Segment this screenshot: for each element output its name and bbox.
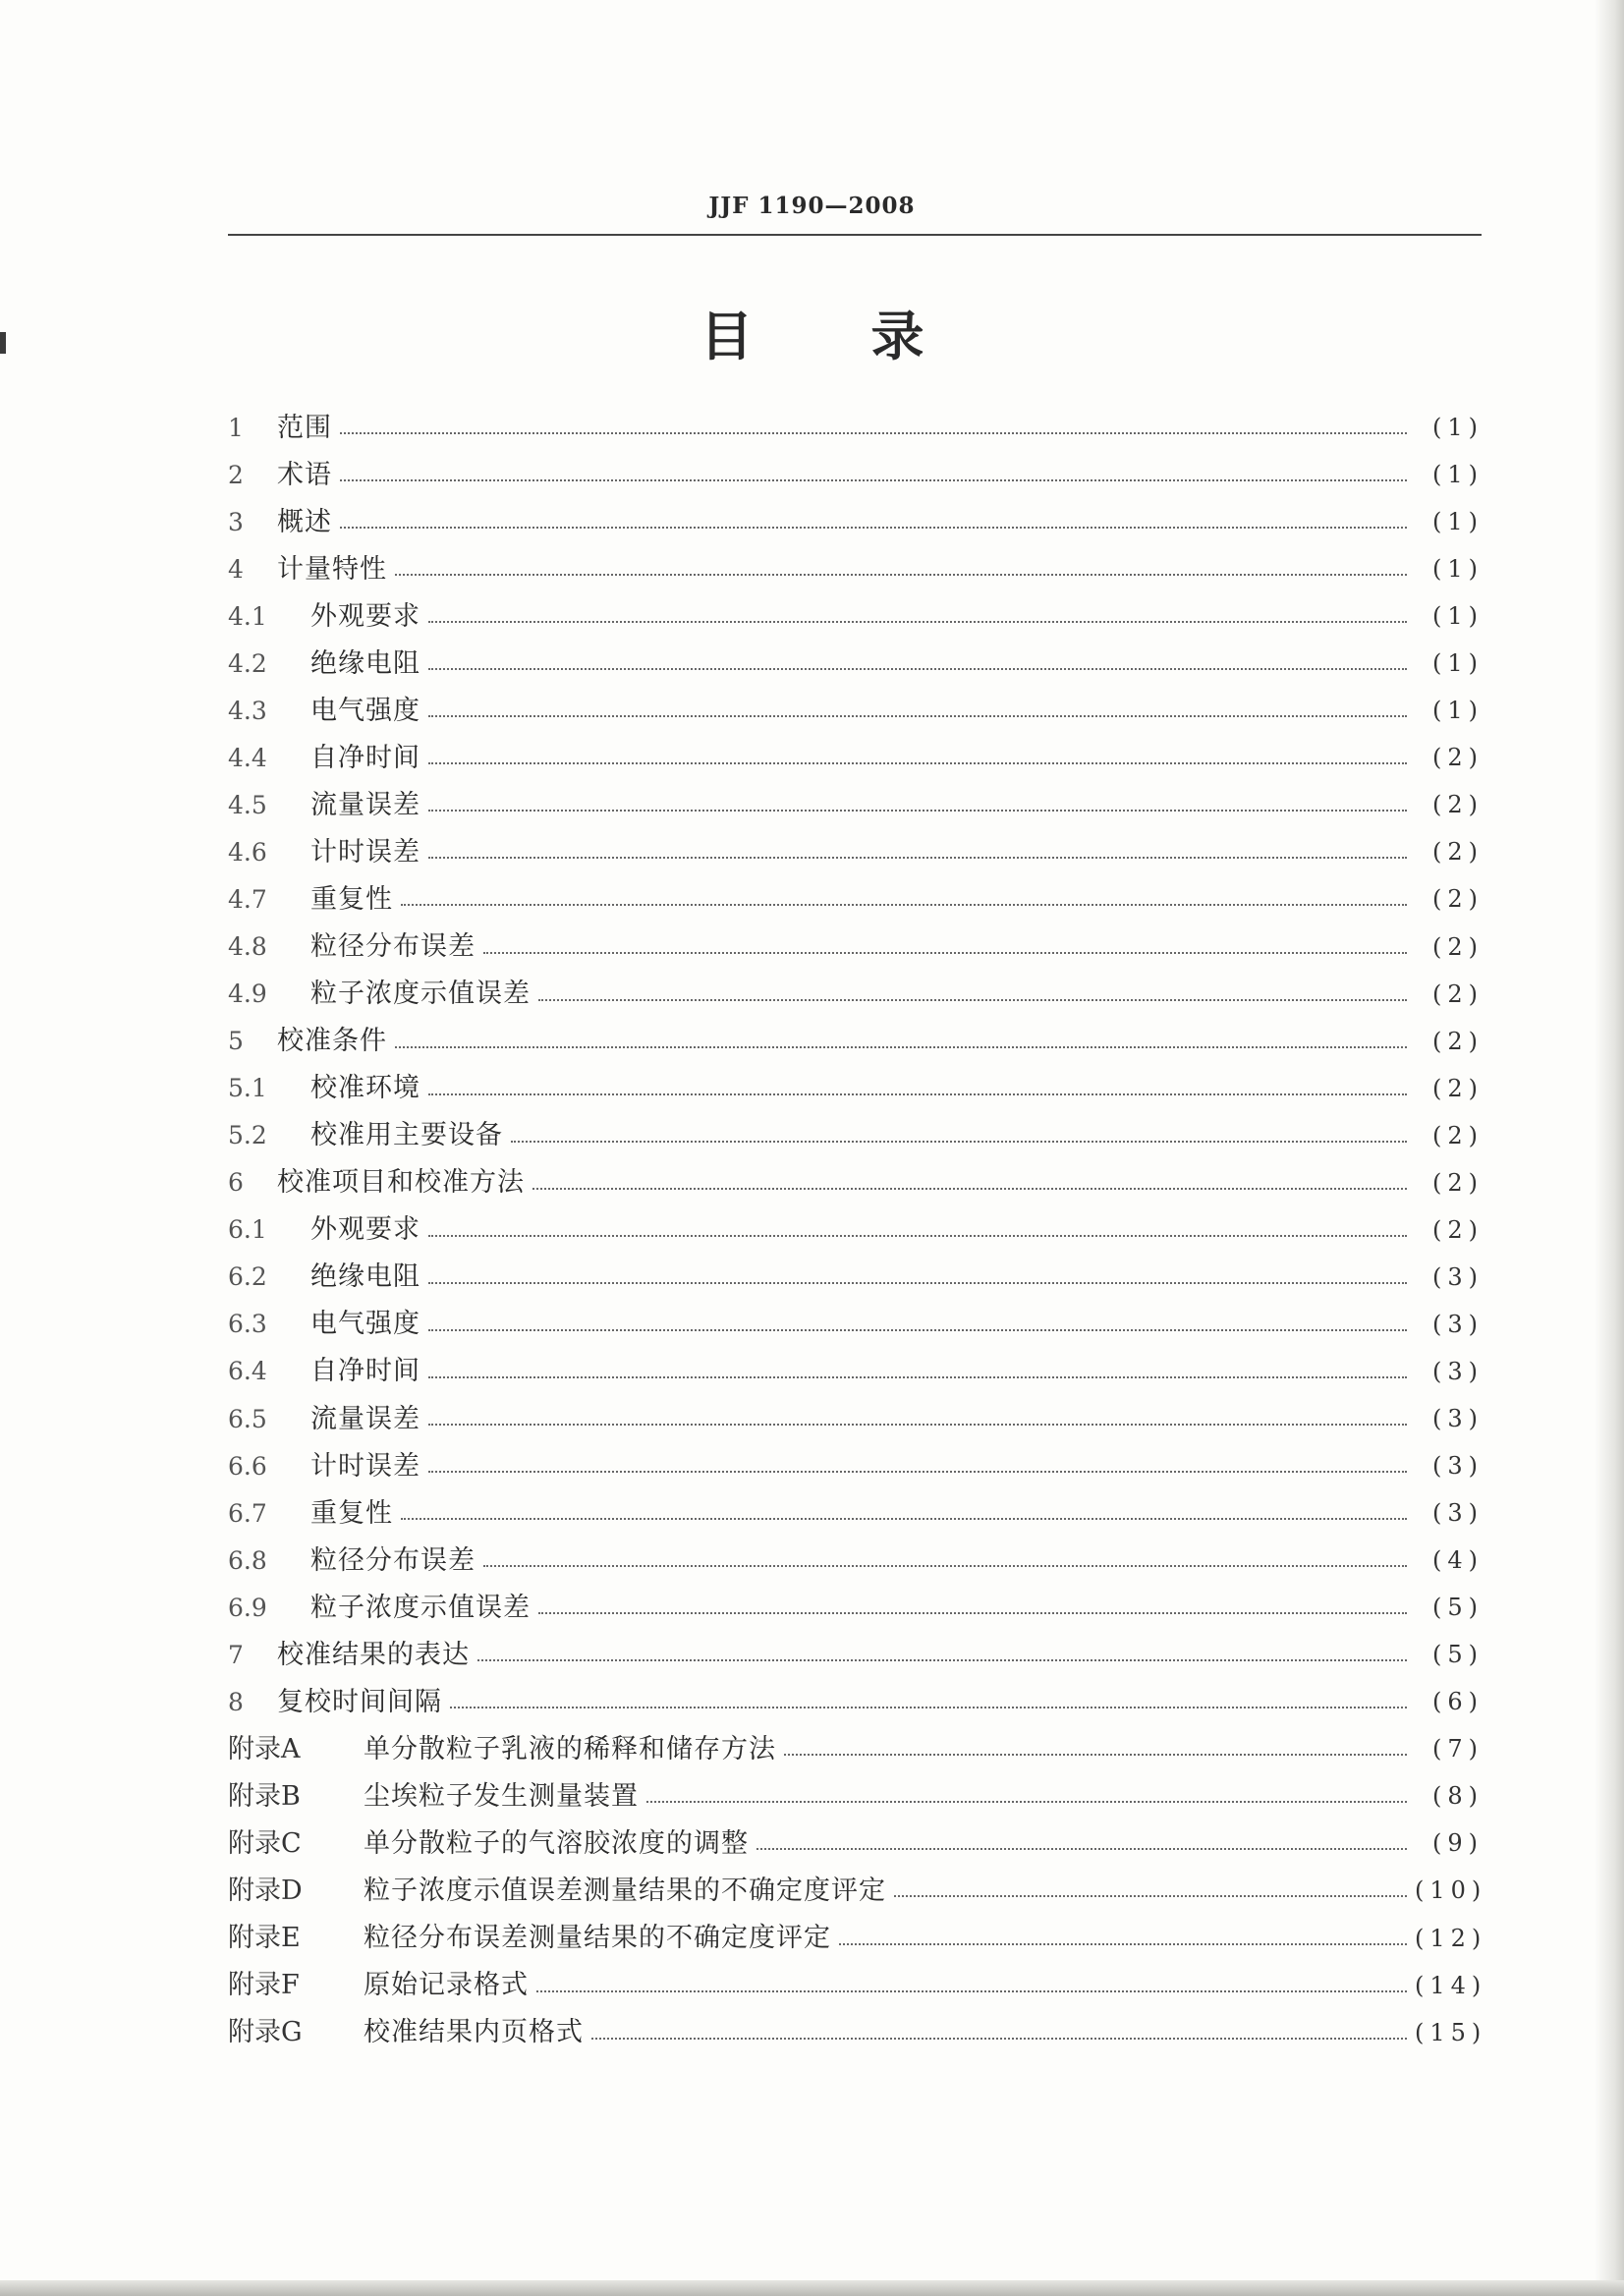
- toc-entry-page: (3): [1432, 1452, 1484, 1481]
- toc-entry[interactable]: [228, 1206, 1484, 1254]
- toc-entry-number: 4.1: [228, 601, 267, 631]
- toc-entry-page: (1): [1432, 649, 1484, 678]
- toc-entry-number: 附录G: [228, 2017, 303, 2048]
- toc-entry-page: (2): [1432, 1074, 1484, 1102]
- toc-entry-page: (15): [1415, 2018, 1487, 2046]
- toc-entry-page: (1): [1432, 508, 1484, 536]
- toc-entry-number: 6.6: [228, 1451, 267, 1481]
- toc-entry-number: 附录D: [228, 1875, 303, 1906]
- scan-edge-bottom: [0, 2280, 1624, 2296]
- toc-entry-page: (1): [1432, 602, 1484, 631]
- toc-entry-title: 尘埃粒子发生测量装置: [364, 1780, 639, 1812]
- toc-entry-number: 6.3: [228, 1310, 267, 1339]
- toc-entry-title: 范围: [277, 412, 332, 443]
- toc-dot-leader: [477, 1659, 1407, 1661]
- toc-entry-title: 流量误差: [310, 1403, 420, 1434]
- toc-entry-title: 计时误差: [310, 1450, 420, 1482]
- toc-entry-number: 4.3: [228, 696, 267, 725]
- toc-entry-title: 绝缘电阻: [310, 1261, 420, 1293]
- toc-entry-title: 校准环境: [310, 1073, 420, 1104]
- toc-dot-leader: [401, 904, 1407, 906]
- toc-entry-number: 6.4: [228, 1357, 267, 1386]
- toc-entry-title: 校准项目和校准方法: [277, 1167, 525, 1199]
- toc-dot-leader: [894, 1895, 1407, 1897]
- toc-dot-leader: [428, 1471, 1407, 1473]
- toc-entry[interactable]: [228, 781, 1484, 828]
- toc-entry[interactable]: [228, 1725, 1484, 1772]
- toc-dot-leader: [428, 668, 1407, 670]
- toc-entry[interactable]: [228, 1348, 1484, 1395]
- toc-entry-page: (7): [1432, 1735, 1484, 1764]
- toc-entry-title: 计时误差: [310, 836, 420, 868]
- toc-entry[interactable]: [228, 592, 1484, 640]
- toc-entry-number: 6.7: [228, 1498, 267, 1528]
- toc-entry-title: 重复性: [310, 1497, 393, 1529]
- toc-entry-title: 电气强度: [310, 695, 420, 726]
- toc-entry-page: (6): [1432, 1688, 1484, 1716]
- toc-entry-page: (2): [1432, 1215, 1484, 1244]
- toc-entry[interactable]: [228, 1254, 1484, 1301]
- toc-entry[interactable]: [228, 687, 1484, 734]
- toc-entry[interactable]: [228, 498, 1484, 545]
- toc-dot-leader: [428, 762, 1407, 764]
- toc-entry-title: 外观要求: [310, 1214, 420, 1246]
- toc-entry[interactable]: [228, 1112, 1484, 1159]
- toc-dot-leader: [428, 1424, 1407, 1426]
- toc-dot-leader: [532, 1188, 1407, 1190]
- toc-dot-leader: [428, 1329, 1407, 1331]
- toc-entry-number: 6.8: [228, 1545, 267, 1575]
- toc-entry-title: 粒径分布误差测量结果的不确定度评定: [364, 1923, 831, 1954]
- toc-entry-title: 粒子浓度示值误差: [310, 1592, 531, 1623]
- toc-entry[interactable]: [228, 1678, 1484, 1725]
- toc-entry-title: 重复性: [310, 883, 393, 915]
- toc-entry[interactable]: [228, 1867, 1487, 1914]
- toc-dot-leader: [428, 1376, 1407, 1378]
- toc-entry[interactable]: [228, 1915, 1487, 1962]
- toc-dot-leader: [428, 1093, 1407, 1095]
- toc-entry-number: 6: [228, 1168, 244, 1198]
- toc-entry-number: 附录E: [228, 1923, 301, 1954]
- toc-entry-title: 自净时间: [310, 1356, 420, 1387]
- toc-entry-number: 4.7: [228, 884, 267, 914]
- toc-entry[interactable]: [228, 1065, 1484, 1112]
- toc-entry-page: (5): [1432, 1641, 1484, 1669]
- toc-dot-leader: [483, 1565, 1407, 1567]
- toc-entry-page: (3): [1432, 1499, 1484, 1528]
- toc-dot-leader: [591, 2038, 1407, 2040]
- toc-entry-page: (2): [1432, 980, 1484, 1008]
- toc-dot-leader: [340, 479, 1407, 481]
- toc-entry[interactable]: [228, 734, 1484, 781]
- toc-entry-title: 概述: [277, 506, 332, 537]
- toc-entry[interactable]: [228, 924, 1484, 971]
- toc-entry-title: 粒径分布误差: [310, 931, 476, 963]
- toc-entry-number: 6.1: [228, 1215, 267, 1245]
- toc-dot-leader: [646, 1801, 1407, 1803]
- toc-entry-number: 4.8: [228, 932, 267, 962]
- table-of-contents: [228, 404, 1487, 2056]
- toc-entry-number: 4.6: [228, 837, 267, 867]
- toc-entry-title: 电气强度: [310, 1309, 420, 1340]
- toc-dot-leader: [340, 527, 1407, 529]
- toc-entry-number: 附录C: [228, 1827, 302, 1859]
- toc-entry[interactable]: [228, 1159, 1484, 1206]
- toc-entry[interactable]: [228, 1772, 1484, 1820]
- toc-entry-number: 4.9: [228, 980, 267, 1009]
- toc-entry[interactable]: [228, 1631, 1484, 1678]
- toc-dot-leader: [428, 857, 1407, 859]
- toc-dot-leader: [450, 1707, 1407, 1708]
- toc-entry-page: (2): [1432, 838, 1484, 867]
- toc-entry[interactable]: [228, 971, 1484, 1018]
- toc-entry-page: (1): [1432, 461, 1484, 489]
- toc-entry-title: 复校时间间隔: [277, 1686, 442, 1717]
- header-rule: [228, 234, 1482, 236]
- toc-entry-number: 6.9: [228, 1593, 267, 1622]
- toc-entry[interactable]: [228, 2009, 1487, 2056]
- toc-entry[interactable]: [228, 404, 1484, 451]
- toc-entry[interactable]: [228, 545, 1484, 592]
- toc-entry-page: (14): [1415, 1971, 1487, 1999]
- toc-entry-number: 6.5: [228, 1404, 267, 1433]
- toc-entry-number: 8: [228, 1687, 244, 1716]
- toc-entry-title: 术语: [277, 459, 332, 490]
- toc-entry[interactable]: [228, 1962, 1487, 2009]
- toc-entry-page: (10): [1415, 1876, 1487, 1905]
- toc-entry[interactable]: [228, 1301, 1484, 1348]
- toc-entry[interactable]: [228, 640, 1484, 687]
- toc-entry-page: (1): [1432, 555, 1484, 584]
- toc-entry-page: (3): [1432, 1262, 1484, 1291]
- toc-entry-page: (1): [1432, 414, 1484, 442]
- toc-entry-number: 附录B: [228, 1780, 301, 1812]
- toc-entry-page: (5): [1432, 1594, 1484, 1622]
- toc-entry-title: 粒子浓度示值误差: [310, 979, 531, 1010]
- toc-dot-leader: [538, 1612, 1407, 1614]
- toc-entry-number: 3: [228, 507, 244, 536]
- toc-entry[interactable]: [228, 1584, 1484, 1631]
- toc-dot-leader: [340, 432, 1407, 434]
- toc-entry-title: 计量特性: [277, 553, 387, 585]
- toc-entry-number: 4.4: [228, 743, 267, 772]
- toc-dot-leader: [483, 952, 1407, 954]
- toc-entry-page: (9): [1432, 1829, 1484, 1858]
- toc-entry-number: 4.5: [228, 790, 267, 819]
- toc-entry[interactable]: [228, 451, 1484, 498]
- toc-entry-number: 7: [228, 1640, 244, 1669]
- toc-entry[interactable]: [228, 828, 1484, 875]
- toc-entry-number: 6.2: [228, 1262, 267, 1292]
- toc-entry-number: 1: [228, 413, 244, 442]
- toc-entry-number: 4.2: [228, 648, 267, 678]
- toc-entry-page: (3): [1432, 1357, 1484, 1385]
- toc-entry-page: (2): [1432, 885, 1484, 914]
- toc-entry-title: 原始记录格式: [364, 1970, 529, 2001]
- toc-entry-page: (4): [1432, 1546, 1484, 1575]
- toc-entry-page: (2): [1432, 1168, 1484, 1197]
- toc-dot-leader: [395, 574, 1407, 576]
- toc-entry-title: 单分散粒子乳液的稀释和储存方法: [364, 1733, 776, 1764]
- toc-entry-page: (1): [1432, 697, 1484, 725]
- toc-entry-page: (2): [1432, 744, 1484, 772]
- toc-entry-title: 校准条件: [277, 1026, 387, 1057]
- toc-entry-page: (2): [1432, 1027, 1484, 1055]
- toc-dot-leader: [428, 1282, 1407, 1284]
- toc-entry[interactable]: [228, 875, 1484, 923]
- toc-entry-title: 校准用主要设备: [310, 1120, 503, 1151]
- toc-entry[interactable]: [228, 1820, 1484, 1867]
- toc-dot-leader: [401, 1518, 1407, 1520]
- toc-entry-page: (3): [1432, 1405, 1484, 1432]
- toc-entry-page: (8): [1432, 1782, 1484, 1811]
- toc-entry[interactable]: [228, 1018, 1484, 1065]
- toc-entry-title: 单分散粒子的气溶胶浓度的调整: [364, 1827, 749, 1859]
- toc-dot-leader: [511, 1141, 1407, 1143]
- toc-entry-title: 绝缘电阻: [310, 647, 420, 679]
- toc-dot-leader: [756, 1848, 1407, 1850]
- document-code: JJF 1190—2008: [708, 193, 916, 219]
- page-title: 目录: [700, 306, 1042, 367]
- toc-entry-title: 外观要求: [310, 600, 420, 632]
- toc-dot-leader: [538, 999, 1407, 1001]
- toc-entry-page: (2): [1432, 791, 1484, 819]
- toc-entry[interactable]: [228, 1489, 1484, 1537]
- toc-entry-page: (3): [1432, 1310, 1484, 1338]
- toc-entry-title: 校准结果内页格式: [364, 2017, 584, 2048]
- toc-dot-leader: [428, 810, 1407, 812]
- toc-dot-leader: [428, 715, 1407, 717]
- toc-entry-title: 粒子浓度示值误差测量结果的不确定度评定: [364, 1875, 886, 1906]
- toc-entry-number: 5.2: [228, 1121, 267, 1150]
- toc-dot-leader: [428, 621, 1407, 623]
- toc-dot-leader: [536, 1990, 1407, 1992]
- toc-entry[interactable]: [228, 1537, 1484, 1584]
- toc-entry-number: 2: [228, 460, 244, 489]
- toc-entry-page: (2): [1432, 1121, 1484, 1149]
- toc-entry-number: 附录A: [228, 1733, 301, 1764]
- toc-entry[interactable]: [228, 1442, 1484, 1489]
- toc-entry-number: 5.1: [228, 1074, 267, 1103]
- toc-dot-leader: [784, 1754, 1407, 1756]
- toc-entry-title: 粒径分布误差: [310, 1544, 476, 1576]
- toc-dot-leader: [428, 1235, 1407, 1237]
- toc-entry-number: 4: [228, 554, 244, 584]
- toc-dot-leader: [395, 1046, 1407, 1048]
- toc-dot-leader: [839, 1943, 1407, 1945]
- toc-entry-number: 5: [228, 1027, 244, 1056]
- toc-entry[interactable]: [228, 1395, 1484, 1442]
- toc-entry-number: 附录F: [228, 1970, 300, 2001]
- toc-entry-title: 自净时间: [310, 742, 420, 773]
- toc-entry-page: (2): [1432, 932, 1484, 961]
- toc-entry-title: 校准结果的表达: [277, 1639, 470, 1670]
- toc-entry-title: 流量误差: [310, 789, 420, 820]
- toc-entry-page: (12): [1415, 1924, 1487, 1952]
